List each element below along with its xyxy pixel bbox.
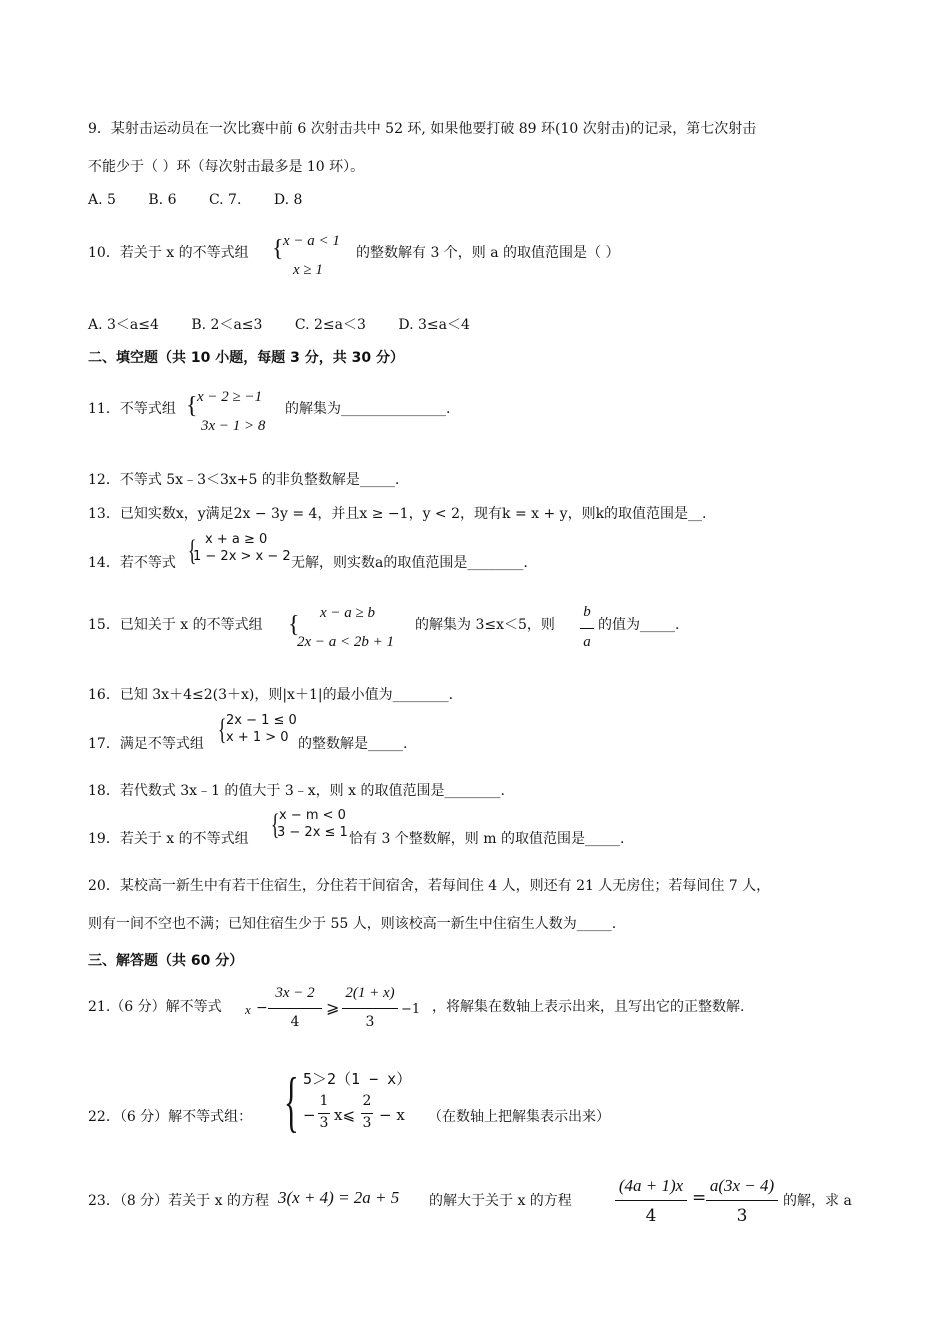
q21-frac2-numerator: 2(1 + x) xyxy=(345,985,395,1001)
q19-sys-row1: x − m < 0 xyxy=(279,808,346,823)
q20-line1: 20．某校高一新生中有若干住宿生，分住若干间宿舍，若每间住 4 人，则还有 21 人无房住；若每间住 7 人， xyxy=(88,878,771,894)
q19-brace: { xyxy=(270,808,280,841)
q22-frac1-bar xyxy=(318,1113,330,1114)
q19-sys-row2: 3 − 2x ≤ 1 xyxy=(277,825,348,840)
q14-brace: { xyxy=(187,534,197,567)
q15-frac-numerator: b xyxy=(583,604,591,620)
q12: 12．不等式 5x﹣3＜3x+5 的非负整数解是_____. xyxy=(88,472,400,488)
q22-prefix: 22．（6 分）解不等式组： xyxy=(88,1109,253,1125)
q22-row1: 5＞2（1 − x） xyxy=(303,1070,412,1088)
q23-mid: 的解大于关于 x 的方程 xyxy=(429,1193,572,1209)
q15-brace: { xyxy=(288,612,300,638)
q23-frac1-denominator: 4 xyxy=(645,1206,657,1226)
q9-option-c: C. 7. xyxy=(208,192,242,208)
q9-line1: 9．某射击运动员在一次比赛中前 6 次射击共中 52 环, 如果他要打破 89 环(10 次射击)的记录，第七次射击 xyxy=(88,121,757,137)
q9-line2: 不能少于（ ）环（每次射击最多是 10 环）。 xyxy=(88,159,365,175)
q22-frac2-denominator: 3 xyxy=(362,1115,372,1131)
q22-frac2-bar xyxy=(361,1113,373,1114)
q22-brace: { xyxy=(284,1063,299,1139)
q11-prefix: 11．不等式组 xyxy=(88,401,176,417)
q10-suffix: 的整数解有 3 个，则 a 的取值范围是（ ） xyxy=(356,245,620,261)
q15-frac-bar xyxy=(580,628,594,629)
q10-option-d: D. 3≤a＜4 xyxy=(398,317,470,333)
q23-equals: = xyxy=(692,1188,707,1208)
q10-options xyxy=(88,314,498,334)
q10-sys-row1: x − a < 1 xyxy=(283,233,340,249)
q15-suffix: 的值为_____. xyxy=(598,617,680,633)
q9-option-d: D. 8 xyxy=(273,192,303,208)
q21-prefix: 21.（6 分）解不等式 xyxy=(88,999,222,1015)
q23-frac2-bar xyxy=(706,1200,778,1201)
q21-frac2-bar xyxy=(342,1008,398,1009)
q21-minus: − xyxy=(256,1000,268,1016)
q15-sys-row1: x − a ≥ b xyxy=(320,605,376,621)
q21-frac2-denominator: 3 xyxy=(365,1014,375,1030)
q16: 16．已知 3x＋4≤2(3＋x)，则|x＋1|的最小值为________. xyxy=(88,687,454,703)
q23-suffix: 的解，求 a xyxy=(783,1193,852,1209)
q11-brace: { xyxy=(186,393,198,419)
q14-sys-row1: x + a ≥ 0 xyxy=(205,532,268,547)
q11-sys-row1: x − 2 ≥ −1 xyxy=(197,389,263,405)
q22-suffix: （在数轴上把解集表示出来） xyxy=(428,1109,610,1125)
q21-ge: ⩾ xyxy=(326,998,340,1017)
q21-frac1-denominator: 4 xyxy=(290,1014,300,1030)
q15-sys-row2: 2x − a < 2b + 1 xyxy=(297,634,395,650)
q17-prefix: 17．满足不等式组 xyxy=(88,736,204,752)
q22-frac1-numerator: 1 xyxy=(319,1093,329,1109)
section-2-heading: 二、填空题（共 10 小题，每题 3 分，共 30 分） xyxy=(88,350,404,366)
q17-sys-row2: x + 1 > 0 xyxy=(226,730,289,745)
q18: 18．若代数式 3x﹣1 的值大于 3﹣x，则 x 的取值范围是________. xyxy=(88,783,505,799)
q21-frac1-numerator: 3x − 2 xyxy=(275,985,315,1001)
q21-frac1-bar xyxy=(268,1008,322,1009)
q10-prefix: 10．若关于 x 的不等式组 xyxy=(88,245,249,261)
q22-frac1-denominator: 3 xyxy=(319,1115,329,1131)
q23-frac1-bar xyxy=(615,1200,687,1201)
q17-sys-row1: 2x − 1 ≤ 0 xyxy=(226,713,297,728)
q22-row2-x-le: x⩽ xyxy=(334,1106,356,1124)
q11-suffix: 的解集为_______________. xyxy=(285,401,451,417)
q21-x: x xyxy=(245,1002,251,1017)
q13: 13．已知实数x，y满足2x − 3y = 4，并且x ≥ −1，y < 2，现有k = x + y，则k的取值范围是__. xyxy=(88,506,707,522)
q23-frac2-denominator: 3 xyxy=(736,1206,748,1226)
q15-prefix: 15．已知关于 x 的不等式组 xyxy=(88,617,263,633)
q9-options xyxy=(88,192,330,208)
q10-brace: { xyxy=(272,236,284,262)
q9-option-b: B. 6 xyxy=(148,192,177,208)
q20-line2: 则有一间不空也不满；已知住宿生少于 55 人，则该校高一新生中住宿生人数为_____. xyxy=(88,916,617,932)
q10-sys-row2: x ≥ 1 xyxy=(293,262,323,278)
q10-option-b: B. 2＜a≤3 xyxy=(191,317,263,333)
q11-sys-row2: 3x − 1 > 8 xyxy=(201,418,266,434)
q21-suffix: ，将解集在数轴上表示出来，且写出它的正整数解. xyxy=(432,999,745,1015)
q17-brace: { xyxy=(217,713,227,746)
q22-row2-tail: − x xyxy=(379,1106,405,1124)
q14-suffix: 无解，则实数a的取值范围是________. xyxy=(291,555,528,571)
q23-frac2-numerator: a(3x − 4) xyxy=(709,1176,775,1195)
q14-prefix: 14．若不等式 xyxy=(88,555,176,571)
q19-suffix: 恰有 3 个整数解，则 m 的取值范围是_____. xyxy=(349,831,625,847)
q23-prefix: 23．（8 分）若关于 x 的方程 xyxy=(88,1193,269,1209)
q21-tail: −1 xyxy=(401,1002,421,1017)
q22-frac2-numerator: 2 xyxy=(362,1093,372,1109)
q14-sys-row2: 1 − 2x > x − 2 xyxy=(193,549,291,564)
q9-option-a: A. 5 xyxy=(88,192,116,208)
q10-option-a: A. 3＜a≤4 xyxy=(88,317,159,333)
q17-suffix: 的整数解是_____. xyxy=(298,736,408,752)
section-3-heading: 三、解答题（共 60 分） xyxy=(88,953,244,969)
q15-mid: 的解集为 3≤x＜5，则 xyxy=(415,617,555,633)
q15-frac-denominator: a xyxy=(583,634,591,650)
q22-row2-minus: − xyxy=(303,1106,316,1124)
q19-prefix: 19．若关于 x 的不等式组 xyxy=(88,831,249,847)
q23-equation1: 3(x + 4) = 2a + 5 xyxy=(278,1188,400,1207)
q10-option-c: C. 2≤a＜3 xyxy=(294,317,366,333)
q23-frac1-numerator: (4a + 1)x xyxy=(618,1176,684,1195)
